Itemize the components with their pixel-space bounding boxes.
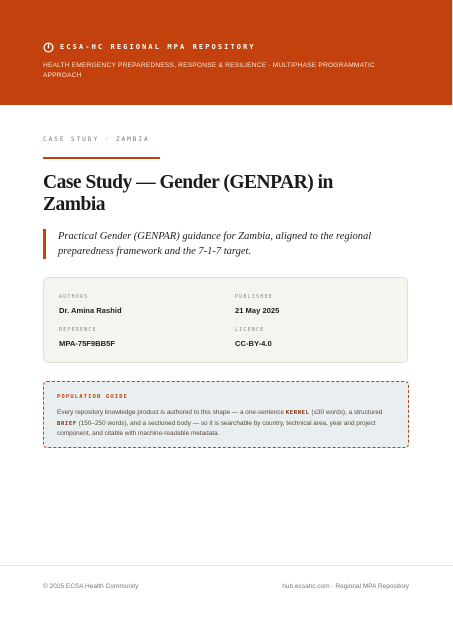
meta-reference [59, 327, 115, 349]
meta-authors-label: AUTHORS [59, 294, 89, 300]
document-eyebrow: CASE STUDY · ZAMBIA [43, 136, 150, 143]
metadata-card [43, 277, 408, 363]
brand-tagline: HEALTH EMERGENCY PREPAREDNESS, RESPONSE & RESILIENCE · MULTIPHASE PROGRAMMATIC APPROACH [43, 62, 375, 79]
meta-authors-value: Dr. Amina Rashid [59, 306, 122, 315]
meta-authors [59, 294, 122, 316]
brand[interactable] [43, 42, 256, 53]
population-guide-text [57, 408, 396, 440]
brief-term: BRIEF [57, 420, 77, 427]
meta-reference-value: MPA-75F9BB5F [59, 339, 115, 348]
population-guide-text-1: Every repository knowledge product is authored to this shape — a one-sentence [57, 409, 286, 416]
meta-published-label: PUBLISHED [235, 294, 273, 300]
meta-reference-label: REFERENCE [59, 327, 97, 333]
eyebrow-divider [43, 157, 160, 159]
document-lede: Practical Gender (GENPAR) guidance for Zambia, aligned to the regional preparedness framework and the 7-1-7 target. [43, 229, 398, 259]
meta-licence [235, 327, 272, 349]
brand-title: ECSA-HC REGIONAL MPA REPOSITORY [60, 43, 256, 51]
kernel-term: KERNEL [285, 410, 310, 416]
meta-published [235, 294, 279, 316]
meta-licence-label: LICENCE [235, 327, 265, 333]
meta-licence-value: CC-BY-4.0 [235, 339, 272, 348]
population-guide-text-2: (≤30 words), a structured [309, 409, 383, 416]
page-title: Case Study — Gender (GENPAR) in Zambia [43, 172, 333, 215]
power-icon [43, 42, 54, 53]
population-guide-label: POPULATION GUIDE [57, 394, 129, 400]
site-header [0, 0, 453, 105]
footer-site-link[interactable]: hub.ecsahc.com · Regional MPA Repository [282, 583, 409, 590]
footer-copyright: © 2025 ECSA Health Community [43, 583, 139, 590]
population-guide-note [43, 381, 409, 448]
meta-published-value: 21 May 2025 [235, 306, 280, 315]
population-guide-text-3: (150–250 words), and a sectioned body — so it is searchable by country, technical area, year and project component, and citable with machine-readable metadata. [57, 419, 376, 438]
footer-divider [0, 565, 453, 566]
